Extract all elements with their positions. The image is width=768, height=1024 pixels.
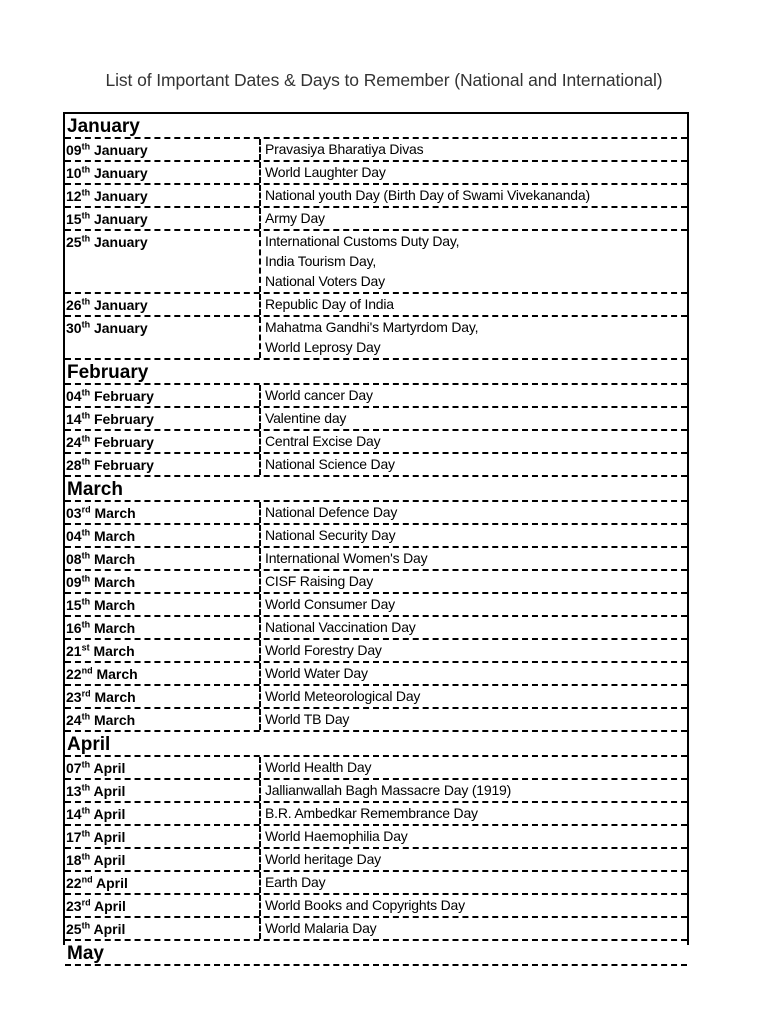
- date-cell: [65, 525, 261, 546]
- day-suffix: th: [81, 550, 91, 561]
- table-row: [65, 709, 687, 732]
- date-cell: [65, 918, 261, 939]
- event-cell: [265, 803, 685, 823]
- event-name: World heritage Day: [265, 851, 381, 867]
- day-number: 09: [66, 574, 82, 590]
- date-cell: [65, 162, 261, 183]
- month-header-january: January: [65, 114, 687, 139]
- day-number: 22: [66, 875, 82, 891]
- date-month: April: [93, 852, 126, 868]
- day-number: 08: [66, 551, 82, 567]
- day-suffix: th: [81, 210, 91, 221]
- date-month: March: [93, 597, 136, 613]
- month-header-may: May: [65, 941, 687, 966]
- event-name: World Water Day: [265, 665, 368, 681]
- date-month: March: [94, 505, 136, 521]
- table-row: [65, 686, 687, 709]
- day-suffix: th: [81, 296, 91, 307]
- day-suffix: th: [81, 187, 91, 198]
- day-number: 25: [66, 234, 82, 250]
- date-month: March: [93, 551, 136, 567]
- date-month: January: [93, 188, 148, 204]
- date-month: April: [93, 921, 126, 937]
- date-cell: [65, 872, 261, 893]
- day-number: 04: [66, 388, 82, 404]
- event-name: International Customs Duty Day,: [265, 233, 460, 249]
- event-name: CISF Raising Day: [265, 573, 374, 589]
- table-row: [65, 525, 687, 548]
- date-month: January: [93, 320, 148, 336]
- event-name: Pravasiya Bharatiya Divas: [265, 141, 424, 157]
- event-cell: [265, 185, 685, 205]
- day-suffix: th: [81, 828, 91, 839]
- date-cell: [65, 640, 261, 661]
- date-cell: [65, 617, 261, 638]
- table-row: [65, 918, 687, 941]
- day-number: 10: [66, 165, 82, 181]
- day-suffix: nd: [81, 874, 93, 885]
- day-number: 03: [66, 505, 82, 521]
- event-name: World Haemophilia Day: [265, 828, 408, 844]
- day-suffix: th: [81, 410, 91, 421]
- event-name: World Consumer Day: [265, 596, 395, 612]
- event-cell: [265, 849, 685, 869]
- day-suffix: th: [81, 456, 91, 467]
- day-suffix: th: [81, 619, 91, 630]
- day-suffix: rd: [81, 897, 91, 908]
- table-row: [65, 208, 687, 231]
- date-month: January: [93, 142, 148, 158]
- event-cell: [265, 826, 685, 846]
- event-name: National Vaccination Day: [265, 619, 416, 635]
- day-suffix: th: [81, 782, 91, 793]
- event-cell: [265, 139, 685, 159]
- day-number: 17: [66, 829, 82, 845]
- date-cell: [65, 431, 261, 452]
- date-month: April: [93, 760, 126, 776]
- event-cell: [265, 208, 685, 228]
- event-name: World Health Day: [265, 759, 372, 775]
- dates-table: [63, 112, 689, 964]
- event-name: National Science Day: [265, 456, 395, 472]
- date-month: January: [93, 297, 148, 313]
- date-month: April: [93, 806, 126, 822]
- event-cell: [265, 918, 685, 938]
- day-number: 14: [66, 806, 82, 822]
- table-row: [65, 162, 687, 185]
- event-cell: [265, 385, 685, 405]
- table-row: [65, 872, 687, 895]
- day-number: 23: [66, 898, 82, 914]
- event-cell: [265, 548, 685, 568]
- day-suffix: rd: [81, 688, 91, 699]
- date-month: April: [95, 875, 128, 891]
- event-cell: [265, 663, 685, 683]
- date-cell: [65, 385, 261, 406]
- table-row: [65, 780, 687, 803]
- date-cell: [65, 686, 261, 707]
- day-suffix: th: [81, 433, 91, 444]
- day-suffix: th: [81, 596, 91, 607]
- table-row: [65, 408, 687, 431]
- table-row: [65, 185, 687, 208]
- event-name: World Books and Copyrights Day: [265, 897, 465, 913]
- table-row: [65, 502, 687, 525]
- day-suffix: th: [81, 805, 91, 816]
- table-row: [65, 617, 687, 640]
- day-number: 13: [66, 783, 82, 799]
- event-name: World Meteorological Day: [265, 688, 421, 704]
- day-number: 22: [66, 666, 82, 682]
- table-row: [65, 548, 687, 571]
- day-suffix: th: [81, 164, 91, 175]
- date-cell: [65, 185, 261, 206]
- date-month: March: [93, 712, 136, 728]
- table-row: [65, 826, 687, 849]
- event-cell: [265, 454, 685, 474]
- event-cell: [265, 709, 685, 729]
- day-number: 14: [66, 411, 82, 427]
- day-number: 26: [66, 297, 82, 313]
- event-name: Central Excise Day: [265, 433, 381, 449]
- event-cell: [265, 408, 685, 428]
- day-number: 15: [66, 211, 82, 227]
- table-row: [65, 571, 687, 594]
- event-cell: [265, 895, 685, 915]
- event-name: World cancer Day: [265, 387, 373, 403]
- event-name: National Security Day: [265, 527, 396, 543]
- day-number: 09: [66, 142, 82, 158]
- table-row: [65, 803, 687, 826]
- event-cell: [265, 162, 685, 182]
- event-cell: [265, 502, 685, 522]
- day-suffix: th: [81, 759, 91, 770]
- event-cell: [265, 757, 685, 777]
- month-header-april: April: [65, 732, 687, 757]
- table-row: [65, 757, 687, 780]
- date-cell: [65, 294, 261, 315]
- table-row: [65, 231, 687, 294]
- date-month: March: [96, 666, 138, 682]
- day-number: 16: [66, 620, 82, 636]
- event-cell: [265, 571, 685, 591]
- date-cell: [65, 895, 261, 916]
- event-cell: [265, 780, 685, 800]
- date-cell: [65, 803, 261, 824]
- date-cell: [65, 826, 261, 847]
- date-cell: [65, 780, 261, 801]
- date-cell: [65, 757, 261, 778]
- event-cell: [265, 617, 685, 637]
- date-cell: [65, 231, 261, 292]
- event-name: International Women's Day: [265, 550, 428, 566]
- day-suffix: th: [81, 141, 91, 152]
- table-row: [65, 431, 687, 454]
- event-name: National Voters Day: [265, 273, 385, 289]
- date-cell: [65, 454, 261, 475]
- day-number: 07: [66, 760, 82, 776]
- day-number: 23: [66, 689, 82, 705]
- date-cell: [65, 139, 261, 160]
- date-cell: [65, 317, 261, 358]
- day-suffix: th: [81, 527, 91, 538]
- event-cell: [265, 431, 685, 451]
- event-name: Army Day: [265, 210, 325, 226]
- day-number: 30: [66, 320, 82, 336]
- day-number: 24: [66, 434, 82, 450]
- table-row: [65, 317, 687, 360]
- table-row: [65, 895, 687, 918]
- day-suffix: th: [81, 233, 91, 244]
- date-cell: [65, 849, 261, 870]
- day-suffix: rd: [81, 504, 91, 515]
- event-name: B.R. Ambedkar Remembrance Day: [265, 805, 478, 821]
- month-header-february: February: [65, 360, 687, 385]
- table-row: [65, 454, 687, 477]
- event-cell: [265, 640, 685, 660]
- day-suffix: nd: [81, 665, 93, 676]
- table-row: [65, 294, 687, 317]
- event-name: National Defence Day: [265, 504, 398, 520]
- table-row: [65, 139, 687, 162]
- date-month: January: [93, 234, 148, 250]
- event-name: World TB Day: [265, 711, 350, 727]
- date-cell: [65, 571, 261, 592]
- date-cell: [65, 502, 261, 523]
- day-number: 15: [66, 597, 82, 613]
- event-cell: [265, 525, 685, 545]
- event-name: Republic Day of India: [265, 296, 394, 312]
- event-cell: [265, 686, 685, 706]
- page-title: List of Important Dates & Days to Remember (National and International): [105, 70, 663, 90]
- event-cell: [265, 872, 685, 892]
- day-suffix: th: [81, 387, 91, 398]
- event-cell: [265, 231, 685, 291]
- date-month: February: [93, 388, 154, 404]
- date-cell: [65, 709, 261, 730]
- event-name: Earth Day: [265, 874, 326, 890]
- event-name: World Leprosy Day: [265, 339, 381, 355]
- day-suffix: th: [81, 920, 91, 931]
- date-month: February: [93, 434, 154, 450]
- day-suffix: th: [81, 573, 91, 584]
- date-month: March: [93, 528, 136, 544]
- day-suffix: th: [81, 851, 91, 862]
- date-cell: [65, 208, 261, 229]
- date-month: April: [93, 898, 126, 914]
- date-month: March: [93, 620, 136, 636]
- event-cell: [265, 594, 685, 614]
- day-number: 04: [66, 528, 82, 544]
- month-header-march: March: [65, 477, 687, 502]
- event-name: Jallianwallah Bagh Massacre Day (1919): [265, 782, 512, 798]
- date-month: March: [93, 574, 136, 590]
- date-month: February: [93, 411, 154, 427]
- event-name: World Malaria Day: [265, 920, 377, 936]
- date-month: January: [93, 211, 148, 227]
- event-name: World Laughter Day: [265, 164, 386, 180]
- date-cell: [65, 594, 261, 615]
- date-month: February: [93, 457, 154, 473]
- day-number: 21: [66, 643, 82, 659]
- event-cell: [265, 317, 685, 357]
- day-number: 18: [66, 852, 82, 868]
- date-month: April: [93, 783, 126, 799]
- day-number: 28: [66, 457, 82, 473]
- table-bottom-edge: [63, 945, 689, 947]
- table-row: [65, 663, 687, 686]
- date-month: March: [93, 643, 135, 659]
- date-month: January: [93, 165, 148, 181]
- day-suffix: st: [81, 642, 90, 653]
- date-cell: [65, 663, 261, 684]
- date-cell: [65, 548, 261, 569]
- event-name: Valentine day: [265, 410, 347, 426]
- day-number: 25: [66, 921, 82, 937]
- day-suffix: th: [81, 711, 91, 722]
- event-name: Mahatma Gandhi's Martyrdom Day,: [265, 319, 479, 335]
- day-suffix: th: [81, 319, 91, 330]
- event-name: World Forestry Day: [265, 642, 382, 658]
- event-name: India Tourism Day,: [265, 253, 377, 269]
- day-number: 12: [66, 188, 82, 204]
- table-row: [65, 849, 687, 872]
- date-month: March: [94, 689, 136, 705]
- event-name: National youth Day (Birth Day of Swami Vivekananda): [265, 187, 590, 203]
- table-row: [65, 640, 687, 663]
- event-cell: [265, 294, 685, 314]
- date-month: April: [93, 829, 126, 845]
- table-row: [65, 385, 687, 408]
- table-row: [65, 594, 687, 617]
- date-cell: [65, 408, 261, 429]
- day-number: 24: [66, 712, 82, 728]
